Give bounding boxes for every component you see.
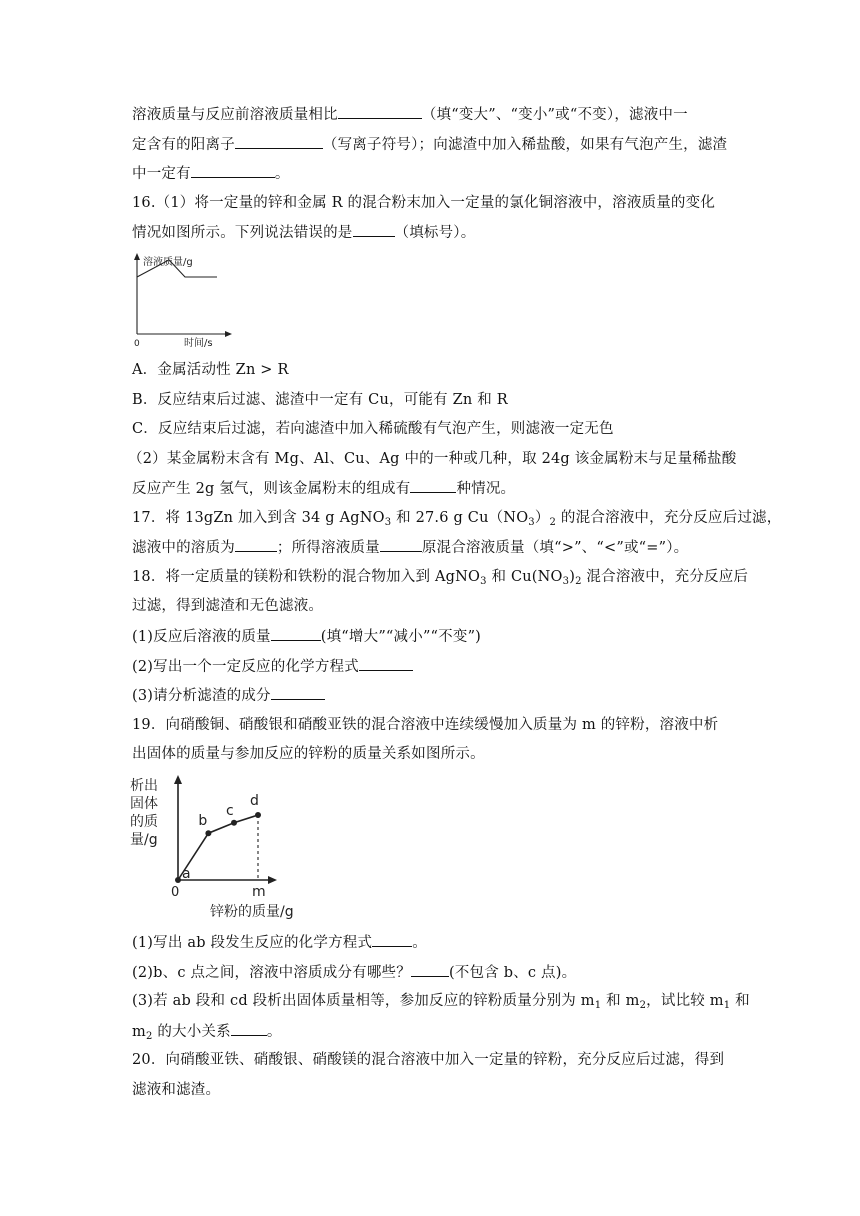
x-axis-arrow xyxy=(225,331,232,337)
line-text: (1)反应后溶液的质量 xyxy=(132,629,271,645)
question-18-line xyxy=(132,596,732,616)
subscript: 1 xyxy=(594,1000,602,1011)
question-19-sub3 xyxy=(132,1021,732,1042)
question-19-line xyxy=(132,715,732,735)
answer-blank[interactable] xyxy=(380,537,422,552)
option-c xyxy=(132,419,732,439)
line-text: 和 xyxy=(730,993,750,1009)
line-text: （2）某金属粉末含有 Mg、Al、Cu、Ag 中的一种或几种，取 24g 该金属粉末与足量稀盐酸 xyxy=(128,451,737,467)
answer-blank[interactable] xyxy=(235,134,323,149)
solution-mass-chart xyxy=(128,250,238,348)
x-axis-label: 时间/s xyxy=(184,338,213,348)
point-b xyxy=(205,830,211,836)
line-text: (填“增大”“减小”“不变”) xyxy=(320,629,482,645)
question-20-line xyxy=(132,1050,732,1070)
y-axis-label-line: 固体 xyxy=(130,796,158,812)
option-text: A．金属活动性 Zn > R xyxy=(132,362,289,378)
line-text: (2)写出一个一定反应的化学方程式 xyxy=(132,659,359,675)
line-text: 过滤，得到滤渣和无色滤液。 xyxy=(132,598,324,614)
line-text: 。 xyxy=(274,166,290,182)
question-19-sub2 xyxy=(132,962,732,983)
question-18-sub1 xyxy=(132,626,732,647)
line-text: （填“变大”、“变小”或“不变），滤液中一 xyxy=(421,107,688,123)
line-text: 定含有的阳离子 xyxy=(132,137,235,153)
line-text: (1)写出 ab 段发生反应的化学方程式 xyxy=(132,935,373,951)
line-text: 20．向硝酸亚铁、硝酸银、硝酸镁的混合溶液中加入一定量的锌粉，充分反应后过滤，得到 xyxy=(132,1052,725,1068)
question-16-part2 xyxy=(132,478,732,499)
text-line xyxy=(132,163,732,184)
line-text: 的混合溶液中，充分反应后过滤， xyxy=(556,510,782,526)
line-text: m xyxy=(132,1024,146,1040)
subscript: 3 xyxy=(528,517,535,528)
y-axis-label-line: 量/g xyxy=(130,832,158,848)
question-19-sub3 xyxy=(132,991,750,1011)
point-d xyxy=(255,812,261,818)
y-axis-arrow xyxy=(174,775,182,784)
subscript: 3 xyxy=(384,517,392,528)
line-text: 反应产生 2g 氢气，则该金属粉末的组成有 xyxy=(132,481,411,497)
question-20-line xyxy=(132,1080,732,1100)
line-text: 出固体的质量与参加反应的锌粉的质量关系如图所示。 xyxy=(132,746,485,762)
question-17-line xyxy=(132,537,732,558)
line-text: 的大小关系 xyxy=(152,1024,231,1040)
question-16-part2 xyxy=(128,449,737,469)
line-text: 。 xyxy=(412,935,427,951)
answer-blank[interactable] xyxy=(410,478,456,493)
point-label-d: d xyxy=(250,793,259,809)
line-text: 和 Cu(NO xyxy=(486,569,563,585)
answer-blank[interactable] xyxy=(411,962,449,977)
line-text: （写离子符号）；向滤渣中加入稀盐酸，如果有气泡产生，滤渣 xyxy=(322,137,728,153)
line-text: 19．向硝酸铜、硝酸银和硝酸亚铁的混合溶液中连续缓慢加入质量为 m 的锌粉，溶液中析 xyxy=(132,717,719,733)
x-tick-label: m xyxy=(252,884,266,900)
x-axis-label: 锌粉的质量/g xyxy=(210,904,294,920)
line-text: 18．将一定质量的镁粉和铁粉的混合物加入到 AgNO xyxy=(132,569,481,585)
option-b xyxy=(132,390,732,410)
y-axis-label-line: 析出 xyxy=(130,778,158,794)
subscript: 2 xyxy=(575,576,582,587)
point-label-c: c xyxy=(226,802,234,819)
answer-blank[interactable] xyxy=(231,1021,267,1036)
line-text: （填标号）。 xyxy=(394,225,476,241)
line-text: 17．将 13gZn 加入到含 34 g AgNO xyxy=(132,510,385,526)
line-text: 滤液和滤渣。 xyxy=(132,1082,221,1098)
line-text: 情况如图所示。下列说法错误的是 xyxy=(132,225,353,241)
question-17-line xyxy=(132,508,782,528)
precipitate-mass-chart xyxy=(128,770,308,922)
answer-blank[interactable] xyxy=(353,222,395,237)
answer-blank[interactable] xyxy=(271,626,321,641)
line-text: ) xyxy=(569,569,576,585)
subscript: 2 xyxy=(549,517,557,528)
y-axis-label: 溶液质量/g xyxy=(143,257,193,268)
answer-blank[interactable] xyxy=(359,656,413,671)
line-text: 16.（1）将一定量的锌和金属 R 的混合粉末加入一定量的氯化铜溶液中，溶液质量的变化 xyxy=(132,195,716,211)
text-line xyxy=(132,104,732,125)
line-text: ，试比较 m xyxy=(646,993,724,1009)
y-axis-arrow xyxy=(134,253,140,260)
line-text: (2)b、c 点之间，溶液中溶质成分有哪些？ xyxy=(132,965,411,981)
line-text: 滤液中的溶质为 xyxy=(132,540,235,556)
answer-blank[interactable] xyxy=(235,537,277,552)
subscript: 3 xyxy=(562,576,570,587)
question-18-sub2 xyxy=(132,656,732,677)
answer-blank[interactable] xyxy=(338,104,422,119)
y-axis-label-block xyxy=(130,777,158,848)
point-c xyxy=(231,820,237,826)
option-text: C．反应结束后过滤，若向滤渣中加入稀硫酸有气泡产生，则滤液一定无色 xyxy=(132,421,614,437)
point-a xyxy=(175,877,181,883)
origin-label: 0 xyxy=(134,339,140,348)
question-19-sub1 xyxy=(132,932,732,953)
point-label-a: a xyxy=(182,866,191,882)
line-text: 种情况。 xyxy=(456,481,516,497)
option-text: B．反应结束后过滤、滤渣中一定有 Cu，可能有 Zn 和 R xyxy=(132,392,508,408)
line-text: 。 xyxy=(266,1024,282,1040)
subscript: 1 xyxy=(723,1000,731,1011)
point-label-b: b xyxy=(198,813,208,830)
question-16-line xyxy=(132,222,732,243)
subscript: 3 xyxy=(480,576,487,587)
text-line xyxy=(132,134,732,155)
line-text: ） xyxy=(534,510,550,526)
subscript: 2 xyxy=(639,1000,647,1011)
answer-blank[interactable] xyxy=(191,163,275,178)
line-text: ；所得溶液质量 xyxy=(276,540,380,556)
answer-blank[interactable] xyxy=(271,685,325,700)
line-text: 溶液质量与反应前溶液质量相比 xyxy=(132,107,338,123)
y-axis-label-line: 的质 xyxy=(130,814,158,830)
line-text: (3)请分析滤渣的成分 xyxy=(132,688,271,704)
origin-label: 0 xyxy=(171,885,180,900)
line-text: 中一定有 xyxy=(132,166,191,182)
line-text: 原混合溶液质量（填“>”、“<”或“=”）。 xyxy=(421,540,689,556)
line-text: 混合溶液中，充分反应后 xyxy=(581,569,749,585)
x-axis-arrow xyxy=(268,876,277,884)
option-a xyxy=(132,360,732,380)
line-text: (不包含 b、c 点)。 xyxy=(448,965,577,981)
answer-blank[interactable] xyxy=(372,932,412,947)
question-18-sub3 xyxy=(132,685,732,706)
line-text: 和 m xyxy=(601,993,640,1009)
line-text: (3)若 ab 段和 cd 段析出固体质量相等，参加反应的锌粉质量分别为 m xyxy=(132,993,595,1009)
question-19-line xyxy=(132,744,732,764)
question-18-line xyxy=(132,567,749,587)
question-16-line xyxy=(132,193,732,213)
line-text: 和 27.6 g Cu（NO xyxy=(391,510,529,526)
subscript: 2 xyxy=(145,1031,153,1042)
